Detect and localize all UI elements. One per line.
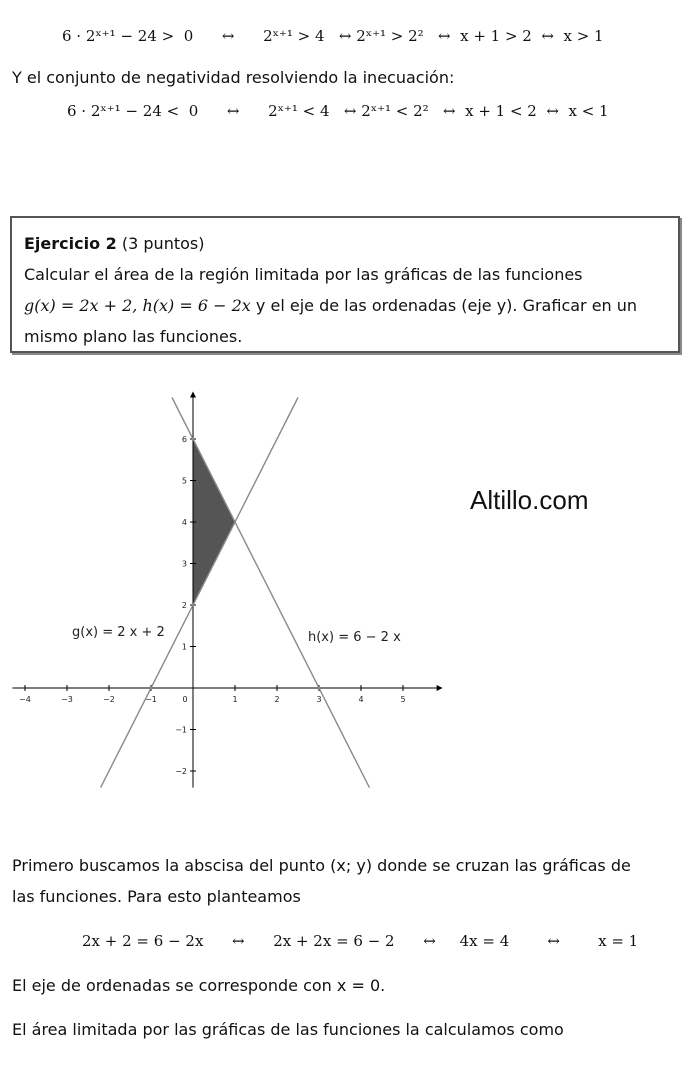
exercise-box (10, 216, 680, 353)
x-axis-arrow (437, 685, 443, 691)
y-tick-label: 2 (181, 601, 187, 610)
y-axis-arrow (190, 392, 196, 398)
abscissa-line-1: Primero buscamos la abscisa del punto (x; y) donde se cruzan las gráficas de (12, 856, 631, 875)
exercise-line-2-rest: y el eje de las ordenadas (eje y). Graficar en un (250, 296, 638, 315)
x-tick-label: 4 (358, 695, 364, 704)
function-graph (0, 385, 450, 795)
x-tick-label: −3 (61, 695, 73, 704)
exercise-points: (3 puntos) (116, 234, 205, 253)
y-tick-label: 5 (181, 476, 187, 486)
ordinate-axis-text: El eje de ordenadas se corresponde con x = 0. (12, 976, 386, 995)
negativity-intro: Y el conjunto de negatividad resolviendo la inecuación: (12, 68, 455, 87)
abscissa-line-2: las funciones. Para esto planteamos (12, 887, 301, 906)
exercise-line-2 (24, 290, 668, 321)
h-function-label: h(x) = 6 − 2 x (308, 630, 401, 645)
y-tick-label: −2 (175, 767, 187, 776)
negativity-inequality: 6 · 2ˣ⁺¹ − 24 < 0 ↔ 2ˣ⁺¹ < 4 ↔ 2ˣ⁺¹ < 2² ↔ x + 1 < 2 ↔ x < 1 (67, 102, 609, 120)
g-definition: g(x) = 2x + 2, (24, 296, 138, 315)
y-tick-label: 6 (181, 435, 187, 444)
y-tick-label: 3 (181, 559, 187, 569)
x-tick-label: 3 (316, 695, 322, 704)
area-intro: El área limitada por las gráficas de las funciones la calculamos como (12, 1020, 564, 1039)
x-tick-label: 2 (274, 695, 280, 704)
y-tick-label: 4 (181, 518, 187, 527)
h-definition: h(x) = 6 − 2x (142, 296, 251, 315)
y-tick-label: −1 (175, 725, 187, 735)
x-tick-label: −4 (19, 695, 31, 704)
h-function-line (172, 398, 369, 788)
g-function-label: g(x) = 2 x + 2 (72, 625, 165, 640)
x-tick-label: −1 (145, 695, 157, 704)
watermark-logo: Altillo.com (470, 485, 589, 515)
exercise-heading (24, 228, 668, 259)
positivity-inequality: 6 · 2ˣ⁺¹ − 24 > 0 ↔ 2ˣ⁺¹ > 4 ↔ 2ˣ⁺¹ > 2² ↔ x + 1 > 2 ↔ x > 1 (62, 27, 604, 45)
y-tick-label: 1 (181, 642, 187, 652)
x-tick-label: 1 (232, 695, 238, 704)
exercise-title: Ejercicio 2 (24, 234, 117, 253)
x-tick-label: 5 (400, 695, 406, 704)
exercise-line-1: Calcular el área de la región limitada por las gráficas de las funciones (24, 265, 583, 284)
exercise-line-3: mismo plano las funciones. (24, 327, 243, 346)
intersection-equation: 2x + 2 = 6 − 2x ↔ 2x + 2x = 6 − 2 ↔ 4x = 4 ↔ x = 1 (82, 932, 639, 950)
shaded-area-region (193, 439, 235, 605)
x-tick-label: 0 (182, 695, 188, 704)
x-tick-label: −2 (103, 695, 115, 704)
